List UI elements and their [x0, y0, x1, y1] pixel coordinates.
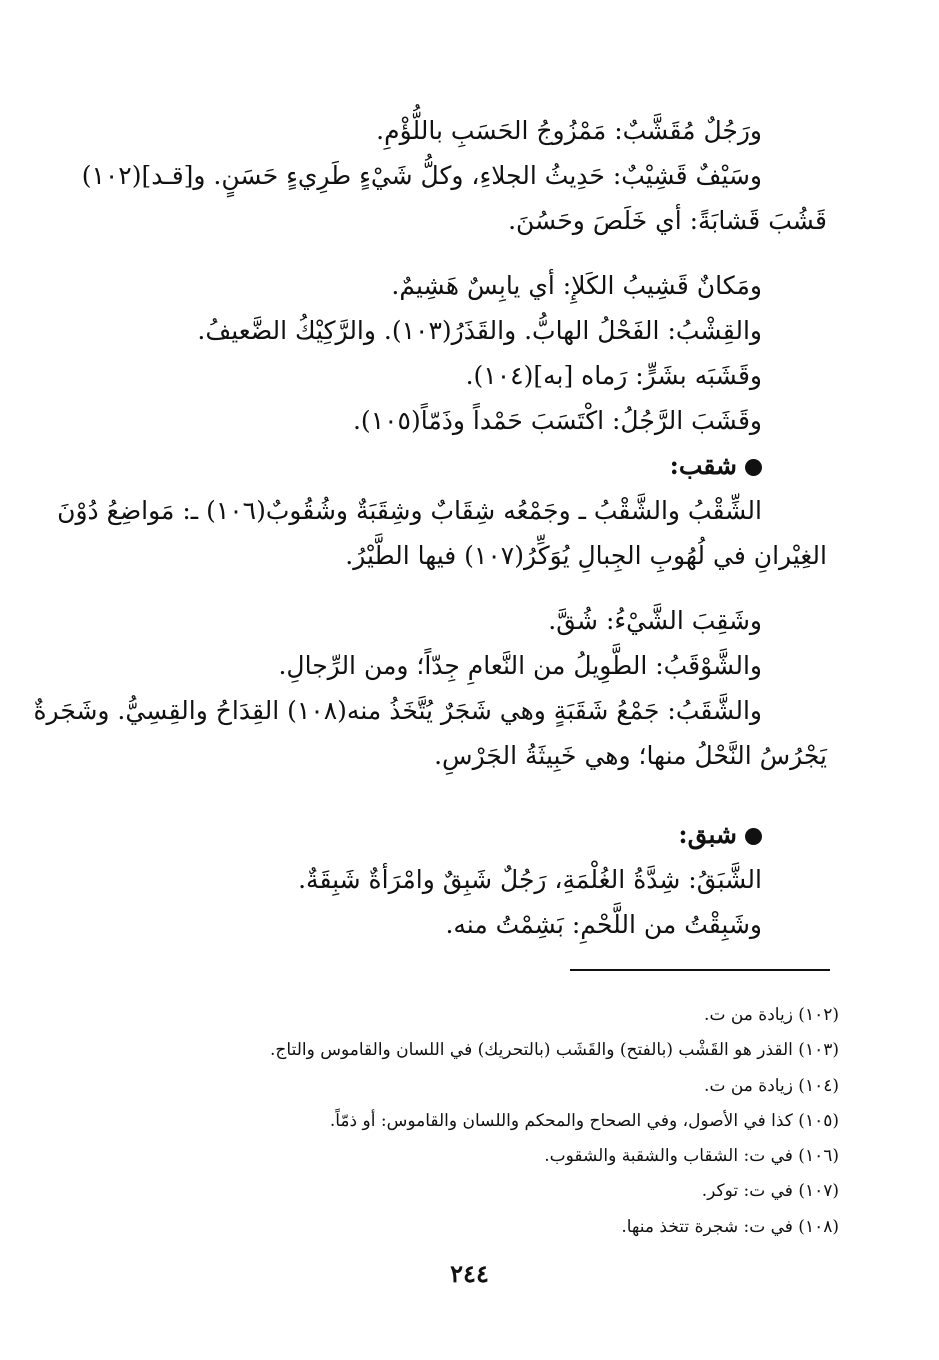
text-line: وشَبِقْتُ من اللَّحْمِ: بَشِمْتُ منه. [445, 910, 762, 939]
text-line: وشَقِبَ الشَّيْءُ: شُقَّ. [548, 606, 762, 635]
text-line: يَجْرُسُ النَّحْلُ منها؛ وهي خَبِيثَةُ الجَرْسِ. [434, 741, 827, 770]
text-line: الغِيْرانِ في لُهُوبِ الجِبالِ يُوَكِّرُ(١٠٧) فيها الطَّيْرُ. [345, 541, 827, 570]
footnote: (١٠٦) في ت: الشقاب والشقبة والشقوب. [544, 1146, 839, 1167]
bullet-icon [745, 828, 762, 845]
footnote: (١٠٤) زيادة من ت. [704, 1075, 839, 1096]
main-text [33, 108, 827, 947]
text-line: ورَجُلٌ مُقَشَّبٌ: مَمْزُوجُ الحَسَبِ باللُّؤْمِ. [376, 116, 762, 145]
text-line: ومَكانٌ قَشِيبُ الكَلإِ: أي يابِسٌ هَشِيمٌ. [391, 271, 762, 300]
text-line: وسَيْفٌ قَشِيْبٌ: حَدِيثُ الجلاءِ، وكلُّ شَيْءٍ طَرِيءٍ حَسَنٍ. و[قـد](١٠٢) [81, 161, 762, 190]
footnote: (١٠٣) القذر هو القَشْب (بالفتح) والقَشَب (بالتحريك) في اللسان والقاموس والتاج. [270, 1040, 839, 1061]
text-line: الشَّبَقُ: شِدَّةُ الغُلْمَةِ، رَجُلٌ شَبِقٌ وامْرَأةٌ شَبِقَةٌ. [298, 865, 762, 894]
text-line: والقِشْبُ: الفَحْلُ الهابُّ. والقَذَرُ(١٠٣). والرَّكِيْكُ الضَّعيفُ. [197, 316, 762, 345]
bullet-icon [745, 459, 762, 476]
text-line: قَشُبَ قَشابَةً: أي خَلَصَ وحَسُنَ. [508, 206, 827, 235]
heading-label: شبق: [678, 820, 737, 849]
entry-heading-shbq [105, 812, 827, 857]
footnotes [200, 998, 839, 1245]
text-line: الشِّقْبُ والشَّقْبُ ـ وجَمْعُه شِقَابٌ وشِقَبَةٌ وشُقُوبٌ(١٠٦) ـ: مَواضِعُ دُوْنَ [57, 496, 762, 525]
footnote: (١٠٧) في ت: توكر. [701, 1181, 839, 1202]
text-line: وقَشَبَه بشَرٍّ: رَماه [به](١٠٤). [465, 361, 762, 390]
entry-heading-shqb [105, 443, 827, 488]
footnote: (١٠٥) كذا في الأصول، وفي الصحاح والمحكم واللسان والقاموس: أو ذمّاً. [329, 1110, 839, 1131]
footnote: (١٠٢) زيادة من ت. [704, 1005, 839, 1025]
footnote-separator [570, 969, 830, 971]
footnote: (١٠٨) في ت: شجرة تتخذ منها. [621, 1216, 839, 1237]
heading-label: شقب: [669, 451, 737, 480]
page-number: ٢٤٤ [450, 1259, 489, 1288]
text-line: والشَّوْقَبُ: الطَّوِيلُ من النَّعامِ جِدّاً؛ ومن الرِّجالِ. [278, 651, 762, 680]
text-line: والشَّقَبُ: جَمْعُ شَقَبَةٍ وهي شَجَرٌ يُتَّخَذُ منه(١٠٨) القِدَاحُ والقِسِيُّ. وشَجَرةٌ [33, 696, 762, 725]
text-line: وقَشَبَ الرَّجُلُ: اكْتَسَبَ حَمْداً وذَمّاً(١٠٥). [352, 406, 762, 435]
